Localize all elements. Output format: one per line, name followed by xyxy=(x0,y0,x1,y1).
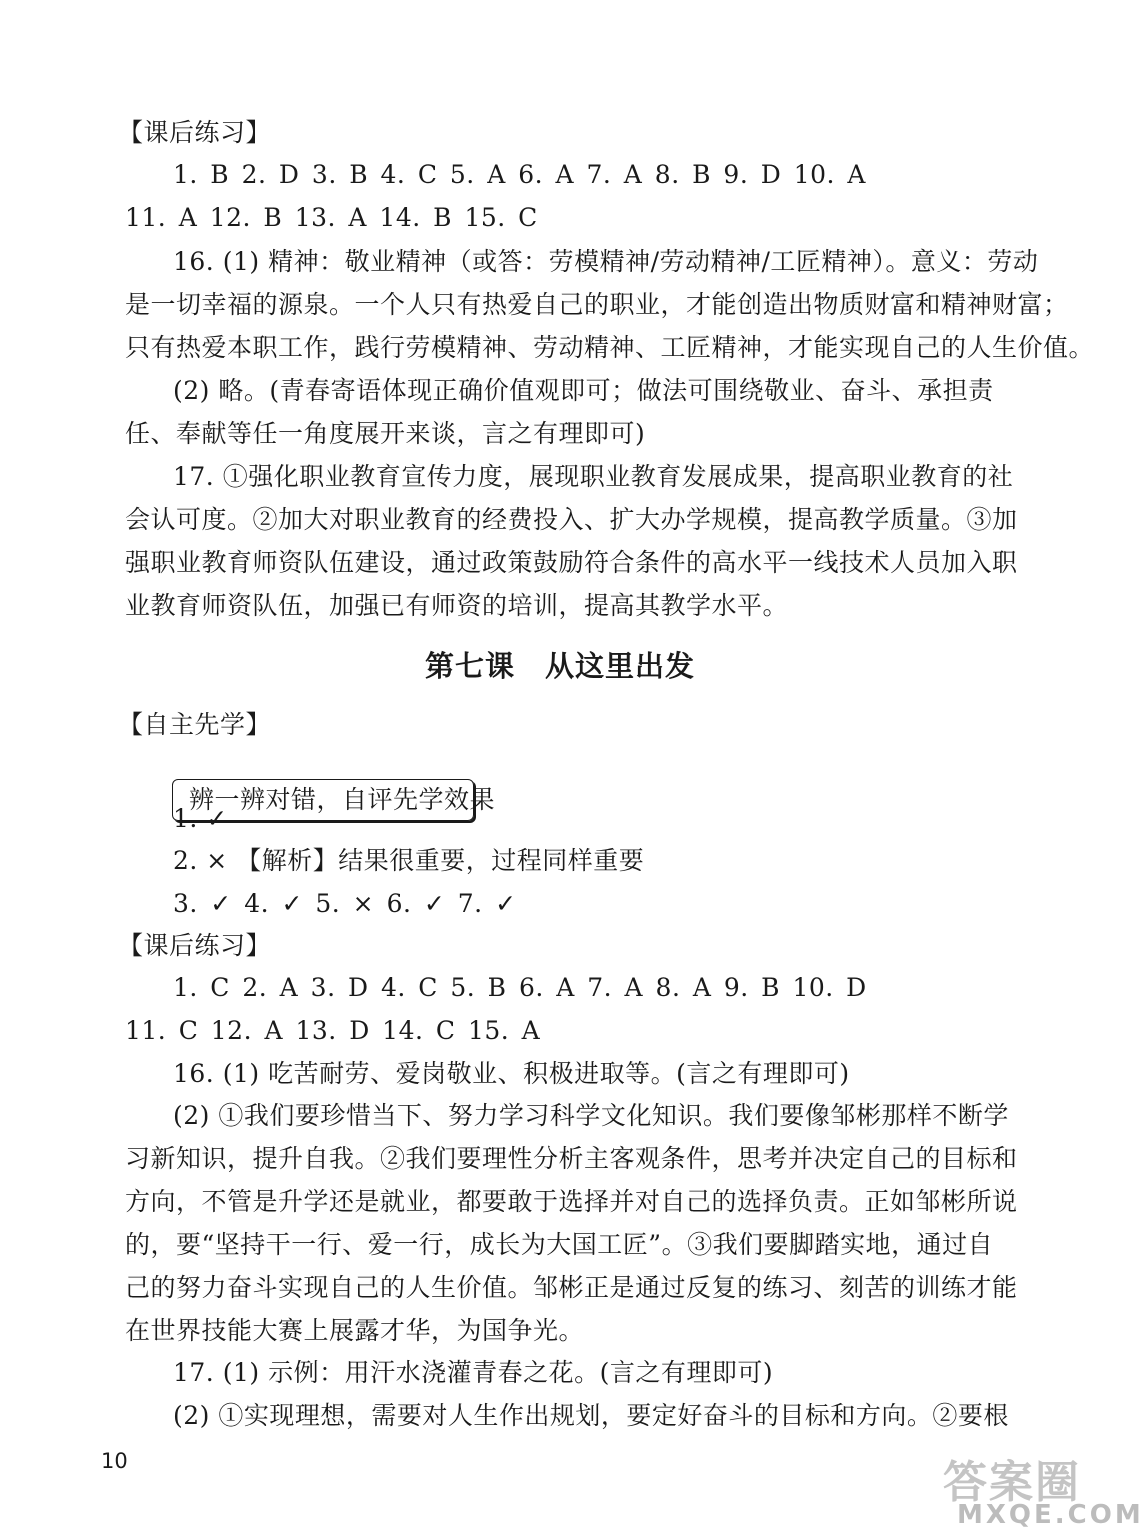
answer-text: 17. ①强化职业教育宣传力度，展现职业教育发展成果，提高职业教育的社 xyxy=(173,462,1014,491)
section-header: 【课后练习】 xyxy=(118,118,272,147)
answer-text: (2) ①实现理想，需要对人生作出规划，要定好奋斗的目标和方向。②要根 xyxy=(173,1401,1009,1430)
answer-text: 17. (1) 示例：用汗水浇灌青春之花。(言之有理即可) xyxy=(173,1358,774,1387)
answer-key-line: 1. B 2. D 3. B 4. C 5. A 6. A 7. A 8. B 9. D 10. A xyxy=(173,160,866,189)
answer-key-line: 11. A 12. B 13. A 14. B 15. C xyxy=(125,203,538,232)
answer-text: 会认可度。②加大对职业教育的经费投入、扩大办学规模，提高教学质量。③加 xyxy=(125,505,1018,534)
boxed-label: 辨一辨对错，自评先学效果 xyxy=(189,785,496,814)
answer-text: 方向，不管是升学还是就业，都要敢于选择并对自己的选择负责。正如邹彬所说 xyxy=(125,1187,1018,1216)
answer-text: 任、奉献等任一角度展开来谈，言之有理即可) xyxy=(125,419,646,448)
watermark-top: 答案圈 xyxy=(943,1457,1081,1508)
answer-text: 是一切幸福的源泉。一个人只有热爱自己的职业，才能创造出物质财富和精神财富； xyxy=(125,290,1069,319)
answer-text: 的，要“坚持干一行、爱一行，成长为大国工匠”。③我们要脚踏实地，通过自 xyxy=(125,1230,994,1259)
answer-key-line: 11. C 12. A 13. D 14. C 15. A xyxy=(125,1016,541,1045)
answer-key-line: 1. C 2. A 3. D 4. C 5. B 6. A 7. A 8. A 9. B 10. D xyxy=(173,973,867,1002)
watermark-bottom: MXQE.COM xyxy=(957,1500,1144,1530)
answer-text: 16. (1) 精神：敬业精神（或答：劳模精神/劳动精神/工匠精神）。意义：劳动 xyxy=(173,247,1039,276)
judgement-item: 2. × 【解析】结果很重要，过程同样重要 xyxy=(173,846,645,875)
answer-text: 习新知识，提升自我。②我们要理性分析主客观条件，思考并决定自己的目标和 xyxy=(125,1144,1018,1173)
watermark-logo xyxy=(937,1440,1144,1536)
section-header: 【自主先学】 xyxy=(118,710,272,739)
section-header: 【课后练习】 xyxy=(118,931,272,960)
answer-text: 己的努力奋斗实现自己的人生价值。邹彬正是通过反复的练习、刻苦的训练才能 xyxy=(125,1273,1018,1302)
answer-text: 在世界技能大赛上展露才华，为国争光。 xyxy=(125,1316,585,1345)
judgement-item: 3. ✓ 4. ✓ 5. × 6. ✓ 7. ✓ xyxy=(173,889,517,918)
answer-text: 只有热爱本职工作，践行劳模精神、劳动精神、工匠精神，才能实现自己的人生价值。 xyxy=(125,333,1095,362)
answer-text: 业教育师资队伍，加强已有师资的培训，提高其教学水平。 xyxy=(125,591,789,620)
answer-text: (2) ①我们要珍惜当下、努力学习科学文化知识。我们要像邹彬那样不断学 xyxy=(173,1101,1009,1130)
page-number: 10 xyxy=(101,1449,128,1473)
answer-text: 强职业教育师资队伍建设，通过政策鼓励符合条件的高水平一线技术人员加入职 xyxy=(125,548,1018,577)
answer-text: (2) 略。(青春寄语体现正确价值观即可；做法可围绕敬业、奋斗、承担责 xyxy=(173,376,994,405)
judgement-item: 1. ✓ xyxy=(173,804,228,833)
answer-text: 16. (1) 吃苦耐劳、爱岗敬业、积极进取等。(言之有理即可) xyxy=(173,1059,850,1088)
lesson-title: 第七课 从这里出发 xyxy=(424,649,695,683)
